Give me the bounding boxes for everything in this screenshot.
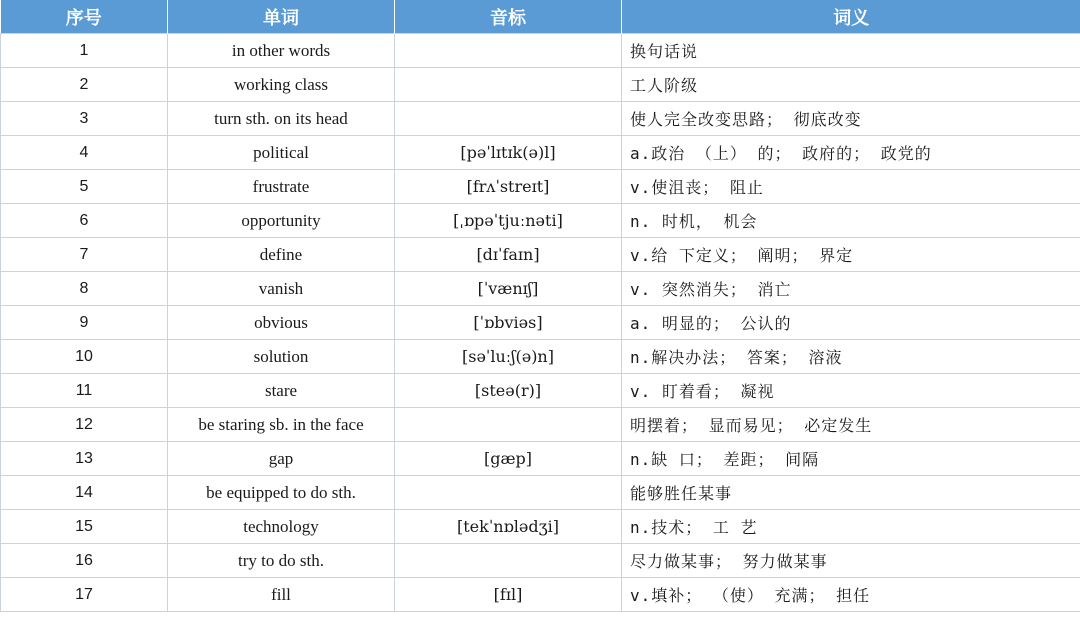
row-number: 13 — [1, 442, 168, 476]
table-row — [1, 306, 1080, 340]
row-word: be equipped to do sth. — [168, 476, 395, 510]
row-number: 1 — [1, 34, 168, 68]
row-meaning: n.缺 口； 差距； 间隔 — [622, 442, 1080, 476]
row-word: turn sth. on its head — [168, 102, 395, 136]
row-word: solution — [168, 340, 395, 374]
row-word: frustrate — [168, 170, 395, 204]
header-number: 序号 — [1, 0, 168, 34]
header-meaning: 词义 — [622, 0, 1080, 34]
row-phonetic: [tekˈnɒlədʒi] — [395, 510, 622, 544]
row-meaning: n.解决办法； 答案； 溶液 — [622, 340, 1080, 374]
row-word: try to do sth. — [168, 544, 395, 578]
row-phonetic: [steə(r)] — [395, 374, 622, 408]
table-row — [1, 476, 1080, 510]
table-row — [1, 340, 1080, 374]
row-word: political — [168, 136, 395, 170]
row-number: 15 — [1, 510, 168, 544]
table-row — [1, 102, 1080, 136]
row-number: 6 — [1, 204, 168, 238]
row-meaning: v.给 下定义； 阐明； 界定 — [622, 238, 1080, 272]
row-number: 7 — [1, 238, 168, 272]
row-number: 2 — [1, 68, 168, 102]
row-phonetic: [ˌɒpəˈtjuːnəti] — [395, 204, 622, 238]
row-number: 12 — [1, 408, 168, 442]
table-row — [1, 272, 1080, 306]
row-number: 4 — [1, 136, 168, 170]
row-phonetic — [395, 408, 622, 442]
table-row — [1, 578, 1080, 612]
row-phonetic — [395, 102, 622, 136]
row-phonetic: [fɪl] — [395, 578, 622, 612]
table-row — [1, 544, 1080, 578]
header-phonetic: 音标 — [395, 0, 622, 34]
row-word: stare — [168, 374, 395, 408]
row-meaning: 换句话说 — [622, 34, 1080, 68]
row-phonetic: [gæp] — [395, 442, 622, 476]
row-meaning: 能够胜任某事 — [622, 476, 1080, 510]
row-meaning: v.填补； （使） 充满； 担任 — [622, 578, 1080, 612]
row-phonetic: [ˈɒbviəs] — [395, 306, 622, 340]
row-word: vanish — [168, 272, 395, 306]
row-number: 8 — [1, 272, 168, 306]
row-phonetic — [395, 68, 622, 102]
row-number: 16 — [1, 544, 168, 578]
row-meaning: v. 盯着看； 凝视 — [622, 374, 1080, 408]
row-number: 10 — [1, 340, 168, 374]
row-word: in other words — [168, 34, 395, 68]
table-row — [1, 136, 1080, 170]
table-row — [1, 374, 1080, 408]
table-row — [1, 68, 1080, 102]
row-phonetic: [frʌˈstreɪt] — [395, 170, 622, 204]
row-word: gap — [168, 442, 395, 476]
row-word: be staring sb. in the face — [168, 408, 395, 442]
row-number: 3 — [1, 102, 168, 136]
row-phonetic: [dɪˈfaɪn] — [395, 238, 622, 272]
row-phonetic: [ˈvænɪʃ] — [395, 272, 622, 306]
row-word: opportunity — [168, 204, 395, 238]
header-word: 单词 — [168, 0, 395, 34]
table-row — [1, 442, 1080, 476]
row-meaning: v. 突然消失； 消亡 — [622, 272, 1080, 306]
table-row — [1, 204, 1080, 238]
row-meaning: 明摆着； 显而易见； 必定发生 — [622, 408, 1080, 442]
header-row — [1, 0, 1080, 34]
row-phonetic — [395, 34, 622, 68]
row-number: 9 — [1, 306, 168, 340]
row-meaning: a.政治 （上） 的； 政府的； 政党的 — [622, 136, 1080, 170]
row-number: 11 — [1, 374, 168, 408]
row-word: obvious — [168, 306, 395, 340]
row-meaning: v.使沮丧； 阻止 — [622, 170, 1080, 204]
row-meaning: 工人阶级 — [622, 68, 1080, 102]
row-word: working class — [168, 68, 395, 102]
table-body — [1, 34, 1080, 612]
row-word: fill — [168, 578, 395, 612]
row-phonetic: [səˈluːʃ(ə)n] — [395, 340, 622, 374]
row-phonetic — [395, 544, 622, 578]
table-row — [1, 238, 1080, 272]
row-word: define — [168, 238, 395, 272]
row-meaning: 尽力做某事； 努力做某事 — [622, 544, 1080, 578]
row-number: 5 — [1, 170, 168, 204]
row-meaning: n. 时机， 机会 — [622, 204, 1080, 238]
table-row — [1, 170, 1080, 204]
table-row — [1, 34, 1080, 68]
row-phonetic — [395, 476, 622, 510]
table-row — [1, 408, 1080, 442]
row-meaning: 使人完全改变思路； 彻底改变 — [622, 102, 1080, 136]
row-number: 17 — [1, 578, 168, 612]
table-header — [1, 0, 1080, 34]
row-meaning: n.技术； 工 艺 — [622, 510, 1080, 544]
row-word: technology — [168, 510, 395, 544]
row-number: 14 — [1, 476, 168, 510]
table-row — [1, 510, 1080, 544]
row-meaning: a. 明显的； 公认的 — [622, 306, 1080, 340]
row-phonetic: [pəˈlɪtɪk(ə)l] — [395, 136, 622, 170]
